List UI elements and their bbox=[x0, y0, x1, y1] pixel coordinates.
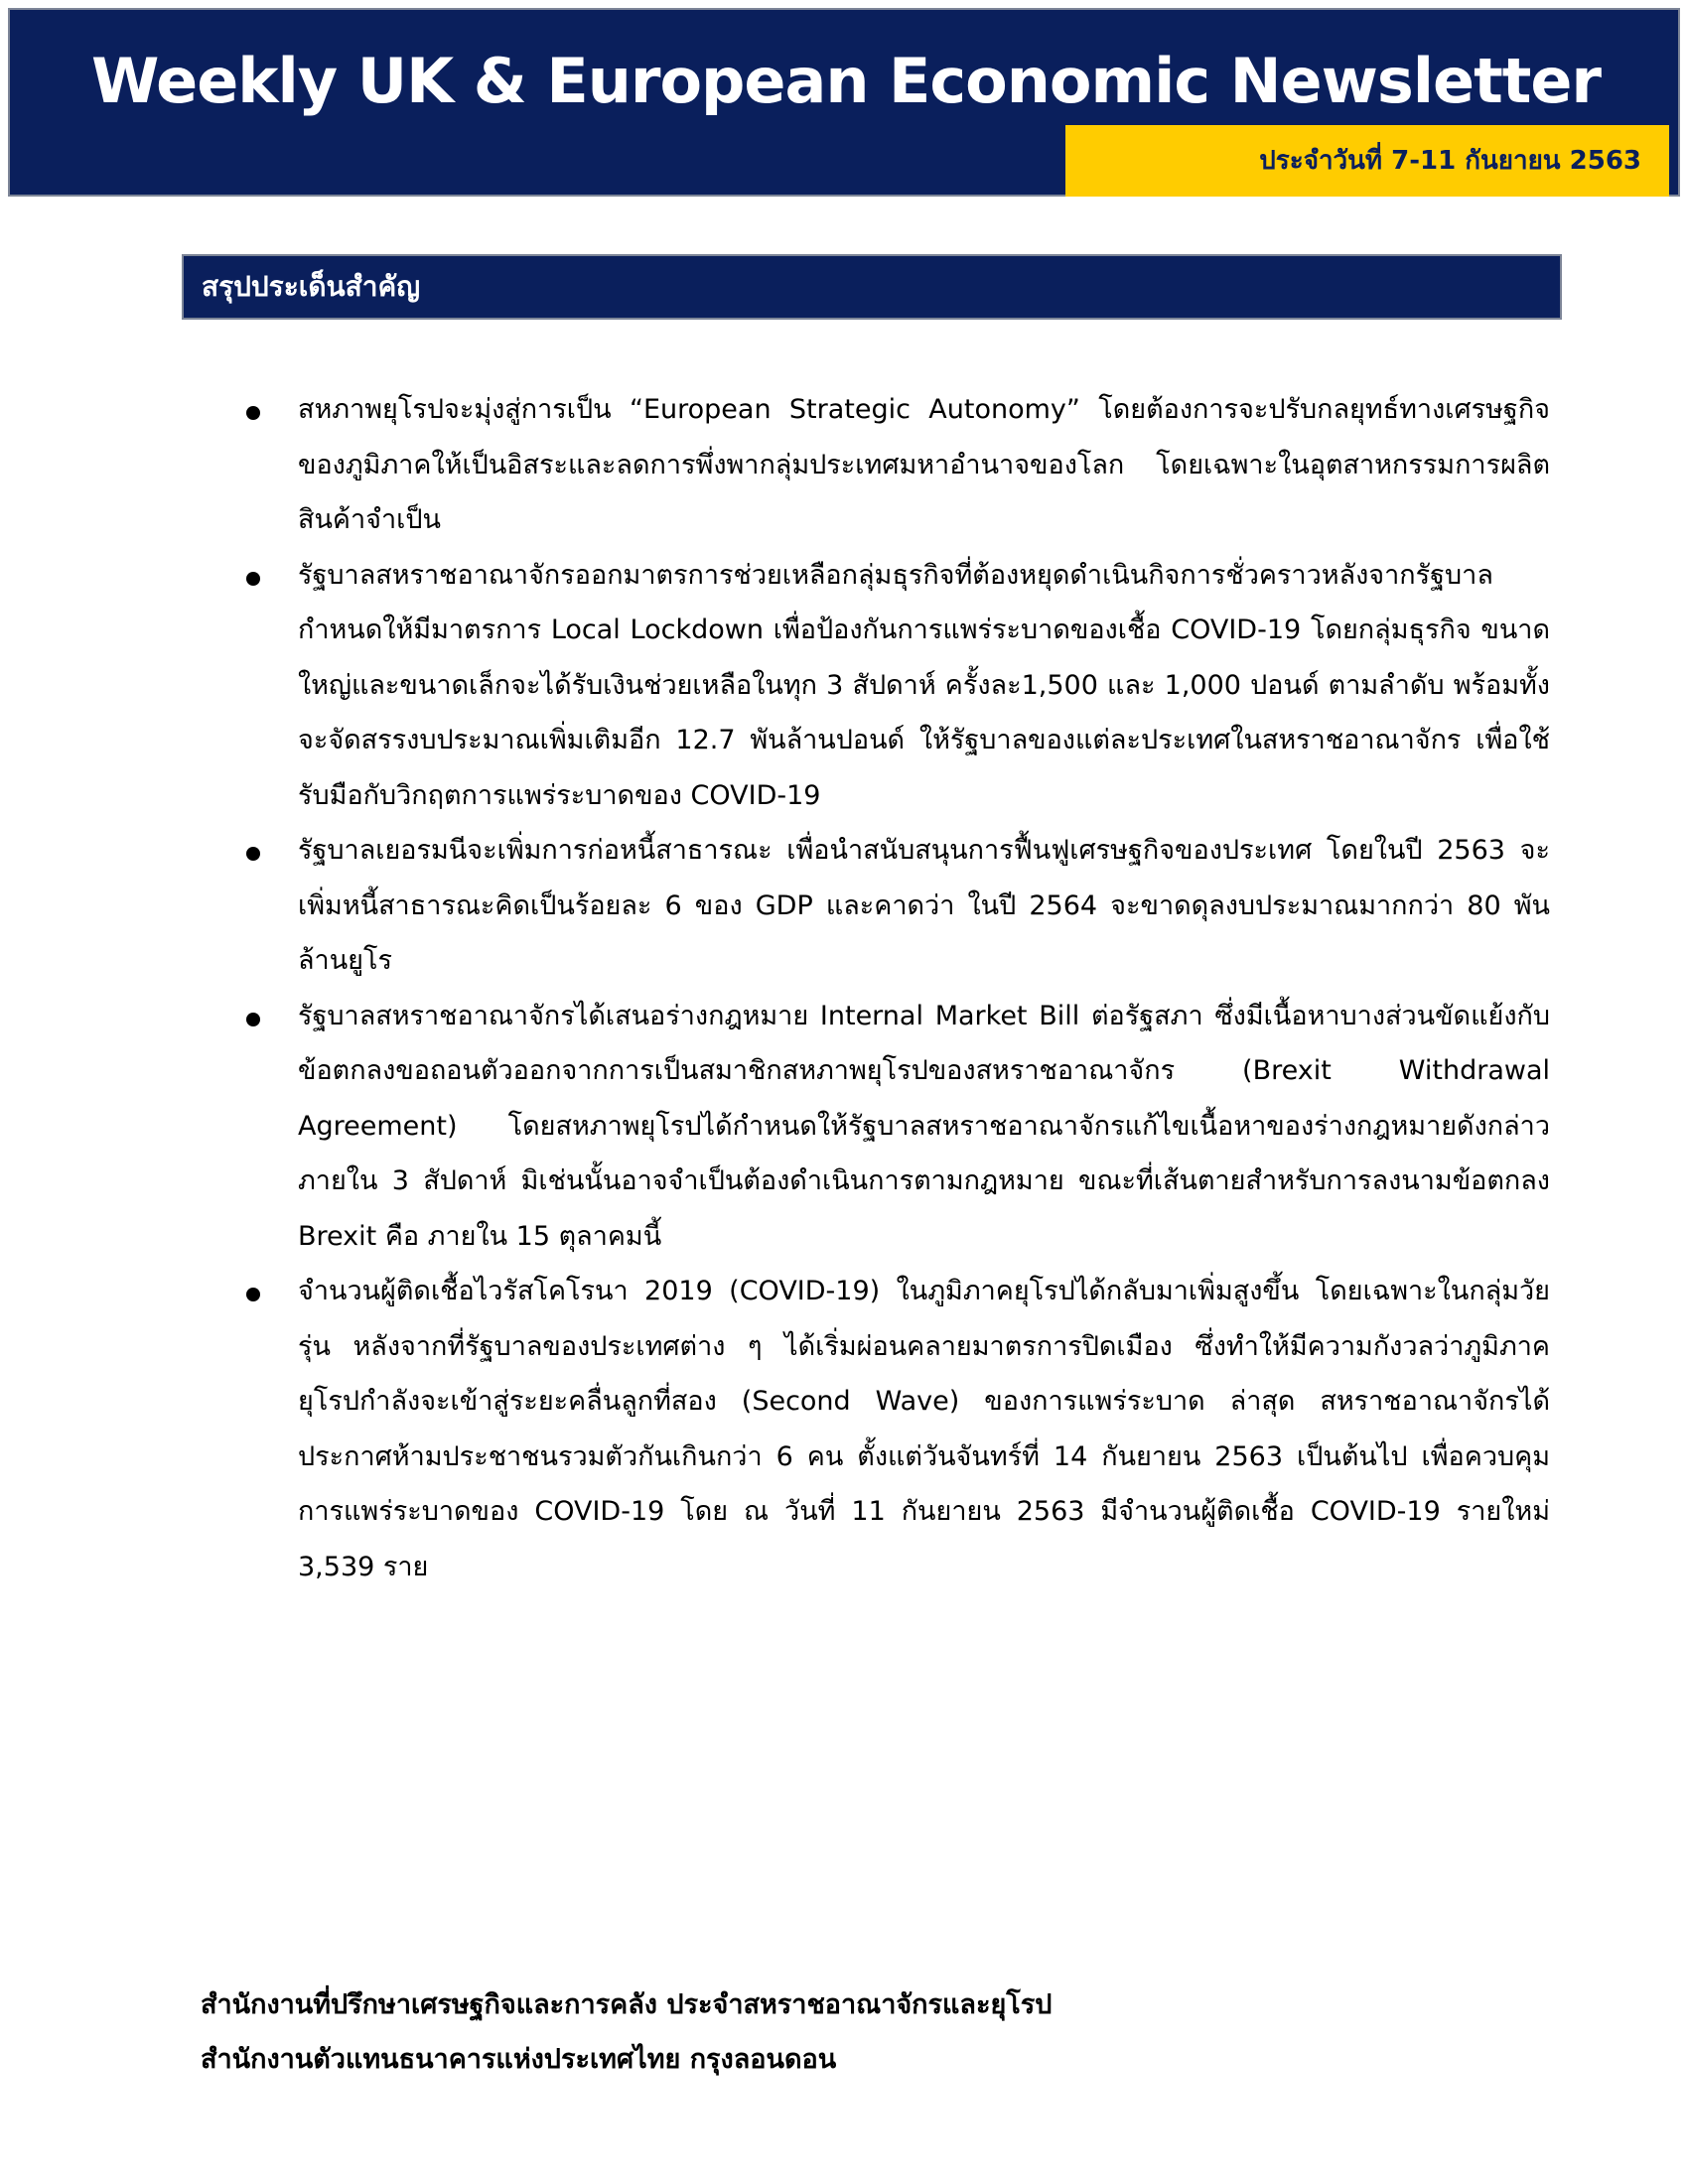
publisher-bank: สำนักงานตัวแทนธนาคารแห่งประเทศไทย กรุงลอนดอน bbox=[201, 2044, 837, 2075]
key-point-germany-debt bbox=[243, 823, 1550, 989]
section-header bbox=[182, 254, 1562, 320]
key-point-eu-autonomy bbox=[243, 382, 1550, 548]
bullet-icon bbox=[246, 847, 260, 861]
key-point-text: รัฐบาลเยอรมนีจะเพิ่มการก่อหนี้สาธารณะ เพื่อนำสนับสนุนการฟื้นฟูเศรษฐกิจของประเทศ โดยในปี 2563 จะเพิ่มหนี้สาธารณะคิดเป็นร้อยละ 6 ของ GDP และคาดว่า ในปี 2564 จะขาดดุลงบประมาณมากกว่า 80 พันล้านยูโร bbox=[298, 835, 1550, 976]
bullet-icon bbox=[246, 572, 260, 586]
date-badge bbox=[1065, 125, 1669, 197]
key-point-text: รัฐบาลสหราชอาณาจักรออกมาตรการช่วยเหลือกลุ่มธุรกิจที่ต้องหยุดดำเนินกิจการชั่วคราวหลังจากรัฐบาลกำหนดให้มีมาตรการ Local Lockdown เพื่อป้องกันการแพร่ระบาดของเชื้อ COVID-19 โดยกลุ่มธุรกิจ ขนาดใหญ่และขนาดเล็กจะได้รับเงินช่วยเหลือในทุก 3 สัปดาห์ ครั้งละ1,500 และ 1,000 ปอนด์ ตามลำดับ พร้อมทั้ง จะจัดสรรงบประมาณเพิ่มเติมอีก 12.7 พันล้านปอนด์ ให้รัฐบาลของแต่ละประเทศในสหราชอาณาจักร เพื่อใช้รับมือกับวิกฤตการแพร่ระบาดของ COVID-19 bbox=[298, 559, 1550, 811]
newsletter-title: Weekly UK & European Economic Newsletter bbox=[91, 45, 1601, 117]
key-point-internal-market-bill bbox=[243, 989, 1550, 1265]
section-title: สรุปประเด็นสำคัญ bbox=[202, 270, 421, 303]
newsletter-banner bbox=[8, 8, 1680, 197]
publisher-footer bbox=[201, 1978, 1052, 2087]
key-point-text: จำนวนผู้ติดเชื้อไวรัสโคโรนา 2019 (COVID-19) ในภูมิภาคยุโรปได้กลับมาเพิ่มสูงขึ้น โดยเฉพาะในกลุ่มวัยรุ่น หลังจากที่รัฐบาลของประเทศต่าง ๆ ได้เริ่มผ่อนคลายมาตรการปิดเมือง ซึ่งทำให้มีความกังวลว่าภูมิภาคยุโรปกำลังจะเข้าสู่ระยะคลื่นลูกที่สอง (Second Wave) ของการแพร่ระบาด ล่าสุด สหราชอาณาจักรได้ประกาศห้ามประชาชนรวมตัวกันเกินกว่า 6 คน ตั้งแต่วันจันทร์ที่ 14 กันยายน 2563 เป็นต้นไป เพื่อควบคุมการแพร่ระบาดของ COVID-19 โดย ณ วันที่ 11 กันยายน 2563 มีจำนวนผู้ติดเชื้อ COVID-19 รายใหม่ 3,539 ราย bbox=[298, 1276, 1550, 1582]
bullet-icon bbox=[246, 1288, 260, 1301]
bullet-icon bbox=[246, 1013, 260, 1026]
bullet-icon bbox=[246, 406, 260, 420]
key-points-list bbox=[243, 382, 1550, 1594]
issue-date: ประจำวันที่ 7-11 กันยายน 2563 bbox=[1259, 146, 1641, 176]
publisher-office: สำนักงานที่ปรึกษาเศรษฐกิจและการคลัง ประจำสหราชอาณาจักรและยุโรป bbox=[201, 1989, 1053, 2020]
key-point-uk-business-support bbox=[243, 548, 1550, 824]
key-point-text: สหภาพยุโรปจะมุ่งสู่การเป็น “European Strategic Autonomy” โดยต้องการจะปรับกลยุทธ์ทางเศรษฐกิจของภูมิภาคให้เป็นอิสระและลดการพึ่งพากลุ่มประเทศมหาอำนาจของโลก โดยเฉพาะในอุตสาหกรรมการผลิตสินค้าจำเป็น bbox=[298, 394, 1550, 535]
key-point-covid-second-wave bbox=[243, 1264, 1550, 1594]
key-point-text: รัฐบาลสหราชอาณาจักรได้เสนอร่างกฎหมาย Internal Market Bill ต่อรัฐสภา ซึ่งมีเนื้อหาบางส่วนขัดแย้งกับข้อตกลงขอถอนตัวออกจากการเป็นสมาชิกสหภาพยุโรปของสหราชอาณาจักร (Brexit Withdrawal Agreement) โดยสหภาพยุโรปได้กำหนดให้รัฐบาลสหราชอาณาจักรแก้ไขเนื้อหาของร่างกฎหมายดังกล่าวภายใน 3 สัปดาห์ มิเช่นนั้นอาจจำเป็นต้องดำเนินการตามกฎหมาย ขณะที่เส้นตายสำหรับการลงนามข้อตกลง Brexit คือ ภายใน 15 ตุลาคมนี้ bbox=[298, 1000, 1550, 1252]
